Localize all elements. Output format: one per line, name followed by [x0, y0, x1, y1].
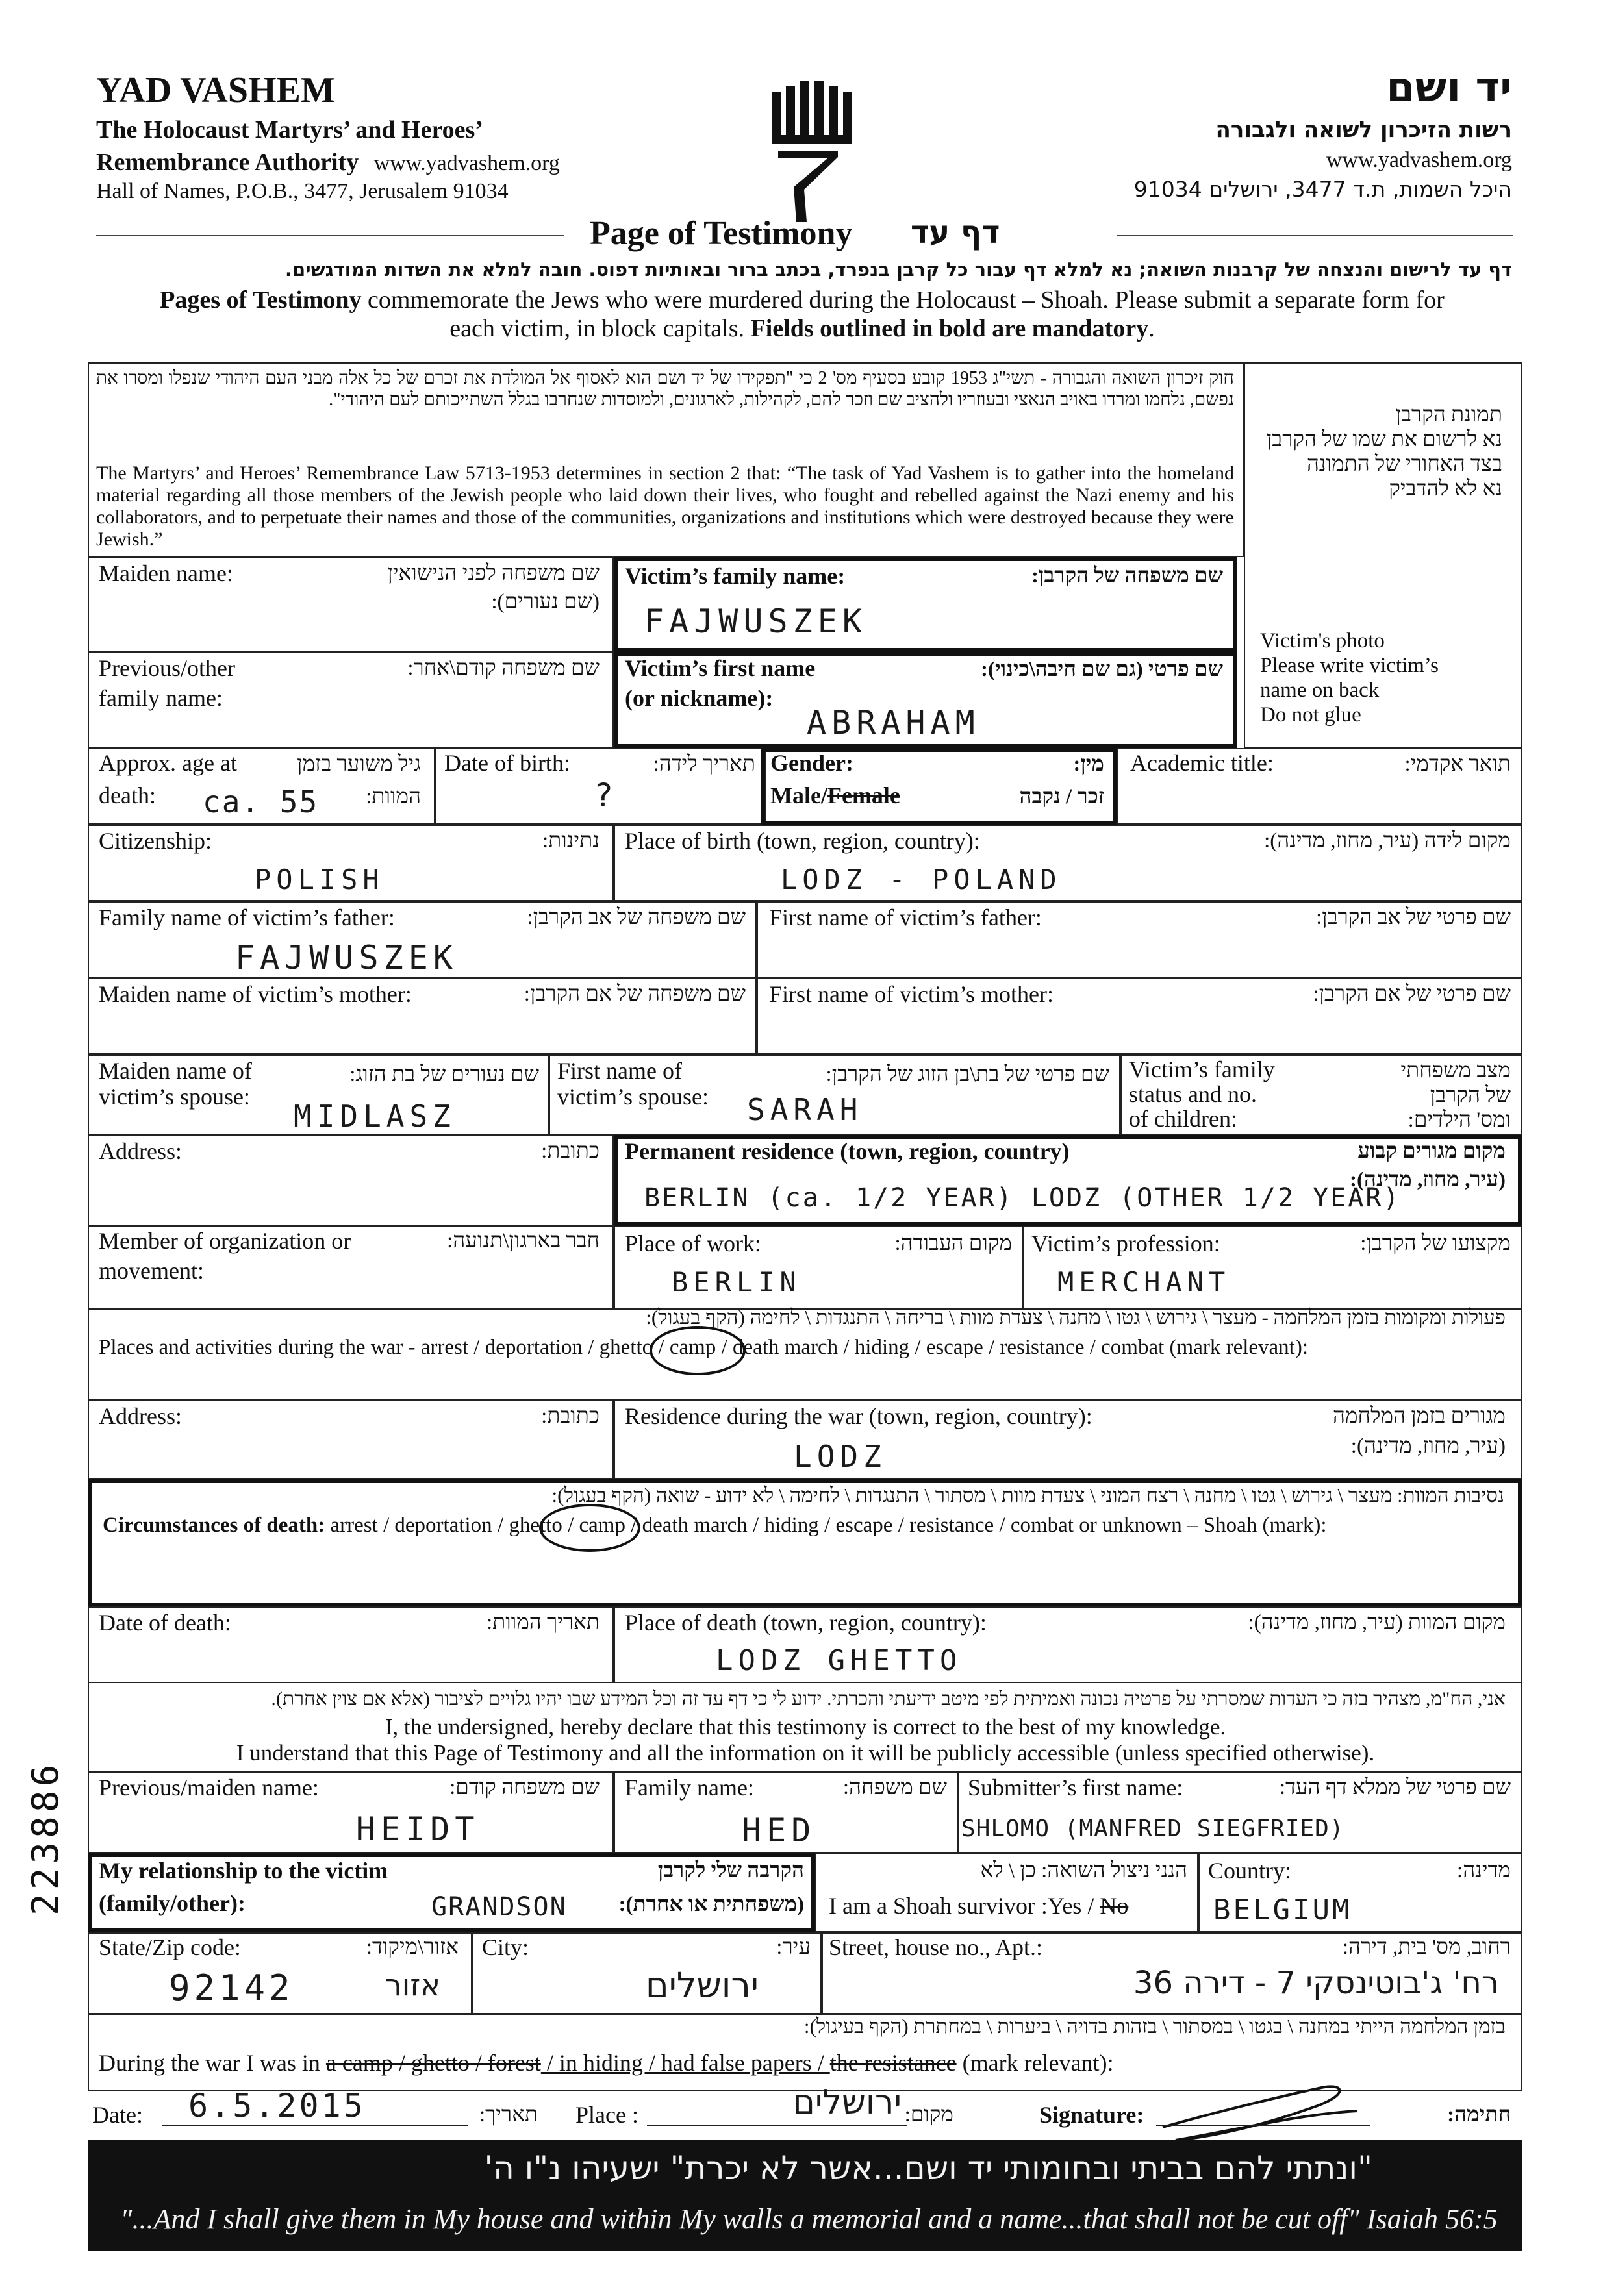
zip-code-label-he: אזור\מיקוד:	[366, 1936, 459, 1959]
family-status-label-he1: מצב משפחתי	[1400, 1059, 1511, 1082]
org-line3-he: היכל השמות, ת.ד 3477, ירושלים 91034	[1133, 177, 1512, 202]
page-title-he: דף עד	[911, 214, 1000, 251]
spouse-first-name-label2: victim’s spouse:	[557, 1084, 709, 1110]
submitter-family-name-value: HED	[742, 1812, 816, 1849]
signature-label-he: חתימה:	[1447, 2103, 1511, 2127]
war-residence-label: Residence during the war (town, region, country):	[625, 1403, 1092, 1429]
permanent-residence-label: Permanent residence (town, region, country)	[625, 1138, 1070, 1164]
place-underline	[647, 2125, 907, 2126]
relationship-value: GRANDSON	[431, 1892, 567, 1922]
spouse-first-name-label1: First name of	[557, 1058, 682, 1084]
declaration-en-1: I, the undersigned, hereby declare that this testimony is correct to the best of my knowledge.	[385, 1714, 1226, 1740]
intro-en-line2	[97, 314, 1507, 343]
approx-age-label-he2: המוות:	[366, 785, 421, 808]
permanent-residence-label-he2: (עיר, מחוז, מדינה):	[1349, 1168, 1506, 1192]
citizenship-label: Citizenship:	[99, 828, 212, 854]
gender-female[interactable]: Female	[827, 782, 900, 808]
mother-first-name-label: First name of victim’s mother:	[769, 981, 1054, 1007]
submitter-family-name-label-he: שם משפחה:	[842, 1776, 947, 1799]
relationship-label1: My relationship to the victim	[99, 1858, 388, 1884]
date-of-death-label: Date of death:	[99, 1610, 231, 1636]
member-organization-label-he: חבר בארגון\תנועה:	[447, 1229, 600, 1253]
org-url-en[interactable]: www.yadvashem.org	[373, 151, 560, 175]
ghetto-circle-mark-2	[539, 1504, 640, 1552]
place-of-death-value: LODZ GHETTO	[716, 1644, 963, 1677]
place-of-work-value: BERLIN	[672, 1266, 802, 1298]
intro-en-period: .	[1148, 315, 1155, 342]
city-value: ירושלים	[645, 1965, 759, 2006]
submitter-first-name-label: Submitter’s first name:	[968, 1775, 1183, 1801]
zip-code-value: 92142	[169, 1967, 294, 2008]
victim-family-name-value: FAJWUSZEK	[644, 603, 867, 640]
date-of-death-label-he: תאריך המוות:	[486, 1611, 600, 1634]
during-war-selected[interactable]: / in hiding / had false papers /	[540, 2050, 830, 2076]
place-of-birth-label: Place of birth (town, region, country):	[625, 828, 980, 854]
father-first-name-label-he: שם פרטי של אב הקרבן:	[1316, 906, 1511, 929]
profession-value: MERCHANT	[1057, 1266, 1231, 1298]
photo-he-4: נא לא להדביק	[1389, 477, 1502, 501]
family-status-label3: of children:	[1129, 1106, 1237, 1132]
date-label: Date:	[92, 2102, 143, 2128]
father-family-name-label: Family name of victim’s father:	[99, 905, 395, 930]
gender-options	[770, 782, 900, 809]
victim-first-name-label2: (or nickname):	[625, 685, 774, 711]
date-underline	[162, 2125, 468, 2126]
org-line2-en	[96, 148, 560, 177]
during-war-label-he: בזמן המלחמה הייתי במחנה \ בגטו \ במסתור \ בזהות בדויה \ ביערות \ במחתרת (הקף בעיגול):	[803, 2015, 1506, 2038]
place-label: Place :	[575, 2102, 638, 2128]
survivor-label	[829, 1892, 1128, 1919]
declaration-he: אני, הח"מ, מצהיר בזה כי העדות שמסרתי על פרטיה נכונה ואמיתית לפי מיטב ידיעתי והכרתי. ידוע לי כי דף עד זה וכל המידע שבו יהיו גלויים לציבור (אלא אם צוין אחרת).	[271, 1688, 1506, 1710]
war-residence-value: LODZ	[794, 1439, 887, 1474]
war-address-label-he: כתובת:	[541, 1404, 600, 1428]
zip-code-value-he: אזור	[385, 1967, 440, 2003]
circumstances-bold: Circumstances of death:	[103, 1514, 325, 1537]
approx-age-value: ca. 55	[203, 784, 319, 819]
places-activities-label: Places and activities during the war - arrest / deportation / ghetto / camp / death march / hiding / escape / resistance / combat (mark relevant):	[99, 1336, 1309, 1359]
submitter-previous-name-label: Previous/maiden name:	[99, 1775, 319, 1801]
victim-first-name-label-he: שם פרטי (גם שם חיבה\כינוי):	[981, 658, 1223, 681]
citizenship-label-he: נתינות:	[542, 829, 600, 853]
street-label: Street, house no., Apt.:	[829, 1934, 1042, 1960]
spouse-first-name-value: SARAH	[747, 1092, 863, 1127]
relationship-label-he2: (משפחתית או אחרת):	[618, 1893, 804, 1916]
intro-en-text2: each victim, in block capitals.	[449, 315, 751, 342]
during-war-suffix: (mark relevant):	[956, 2050, 1114, 2076]
spouse-maiden-name-value: MIDLASZ	[294, 1099, 456, 1134]
spouse-maiden-name-label-he: שם נעורים של בת הזוג:	[349, 1063, 539, 1086]
photo-en-2: Please write victim’s	[1260, 654, 1439, 677]
photo-he-2: נא לרשום את שמו של הקרבן	[1266, 428, 1502, 451]
gender-options-he: זכר / נקבה	[1019, 785, 1104, 808]
intro-en-mandatory: Fields outlined in bold are mandatory	[750, 315, 1149, 342]
permanent-residence-value: BERLIN (ca. 1/2 YEAR) LODZ (OTHER 1/2 YEAR)	[644, 1183, 1401, 1213]
member-organization-label2: movement:	[99, 1258, 204, 1284]
approx-age-label2: death:	[99, 782, 156, 808]
footer-banner	[88, 2140, 1522, 2251]
mother-maiden-name-label: Maiden name of victim’s mother:	[99, 981, 412, 1007]
circumstances-death-label-he: נסיבות המוות: מעצר \ גירוש \ גטו \ מחנה \ רצח המוני \ צעדת מוות \ מסתור \ התנגדות \ לחימה \ לא ידוע - שואה (הקף בעגול):	[551, 1484, 1504, 1506]
relationship-label2: (family/other):	[99, 1890, 246, 1916]
footer-quote-en: "...And I shall give them in My house and within My walls a memorial and a name...that shall not be cut off" Isaiah 56:5	[120, 2203, 1498, 2235]
place-of-birth-label-he: מקום לידה (עיר, מחוז, מדינה):	[1264, 829, 1511, 853]
gender-label-he: מין:	[1073, 753, 1104, 776]
country-label-he: מדינה:	[1457, 1859, 1511, 1882]
city-label-he: עיר:	[776, 1936, 811, 1959]
relationship-label-he1: הקרבה שלי לקרבן	[657, 1859, 804, 1882]
submitter-first-name-label-he: שם פרטי של ממלא דף העד:	[1279, 1776, 1511, 1799]
date-of-birth-label: Date of birth:	[444, 750, 570, 776]
margin-record-number: 223886	[25, 1760, 67, 1915]
father-first-name-label: First name of victim’s father:	[769, 905, 1042, 930]
place-of-birth-value: LODZ - POLAND	[781, 864, 1062, 895]
submitter-family-name-label: Family name:	[625, 1775, 754, 1801]
circumstances-death-label	[103, 1512, 1327, 1539]
date-of-birth-value: ?	[594, 777, 619, 814]
maiden-name-label-he2: (שם נעורים):	[491, 590, 600, 614]
victim-first-name-value: ABRAHAM	[807, 704, 980, 742]
family-status-label-he2: של הקרבן	[1430, 1084, 1511, 1107]
signature-scribble[interactable]	[1156, 2075, 1364, 2147]
submitter-first-name-value: SHLOMO (MANFRED SIEGFRIED)	[961, 1816, 1344, 1842]
family-status-label1: Victim’s family	[1129, 1056, 1275, 1082]
date-value: 6.5.2015	[188, 2087, 366, 2125]
footer-quote-he: "ונתתי להם בביתי ובחומותי יד ושם...אשר לא יכרת" ישעיהו נ"ו ה'	[484, 2149, 1372, 2187]
place-of-death-label: Place of death (town, region, country):	[625, 1610, 987, 1636]
citizenship-value: POLISH	[255, 864, 385, 895]
circumstances-options: arrest / deportation / ghetto / camp / death march / hiding / escape / resistance / combat or unknown – Shoah (mark):	[325, 1514, 1327, 1537]
street-value: רח' ג'בוטינסקי 7 - דירה 36	[1133, 1965, 1499, 2001]
family-status-label2: status and no.	[1129, 1081, 1257, 1107]
org-name-he: יד ושם	[1386, 64, 1512, 112]
law-text-he: חוק זיכרון השואה והגבורה - תשי"ג 1953 קובע בסעיף מס' 2 כי "תפקידו של יד ושם הוא לאסוף אל המולדת את זכרם של כל אלה מבני העם היהודי שנפלו ומסרו את נפשם, נלחמו ומרדו באויב הנאצי ובעוזריו ולהציב שם וזכר להם, לקהילות, לארגונים, ולמוסדות שנחרבו בגלל השתייכותם לעם היהודי".	[96, 368, 1234, 410]
mother-first-name-label-he: שם פרטי של אם הקרבן:	[1313, 982, 1511, 1006]
family-status-label-he3: ומס' הילדים:	[1407, 1108, 1511, 1132]
law-text-en: The Martyrs’ and Heroes’ Remembrance Law 5713-1953 determines in section 2 that: “The task of Yad Vashem is to gather into the homeland material regarding all those members of the Jewish people who laid down their lives, who fought and rebelled against the Nazi enemy and his collaborators, and to perpetuate their names and those of the communities, organizations and institutions which were destroyed because they were Jewish.”	[96, 462, 1234, 550]
header-rule-left	[96, 235, 564, 236]
photo-en-3: name on back	[1260, 679, 1380, 702]
previous-family-name-label-he: שם משפחה קודם\אחר:	[407, 656, 600, 680]
father-family-name-label-he: שם משפחה של אב הקרבן:	[527, 906, 746, 929]
maiden-name-label: Maiden name:	[99, 560, 233, 586]
signature-underline	[1156, 2125, 1370, 2126]
during-war-struck[interactable]: a camp / ghetto / forest	[325, 2050, 541, 2076]
page-title: Page of Testimony	[590, 215, 853, 252]
approx-age-label-he1: גיל משוער בזמן	[297, 753, 421, 776]
address-label: Address:	[99, 1138, 182, 1164]
country-label: Country:	[1208, 1858, 1292, 1884]
place-of-work-label: Place of work:	[625, 1230, 761, 1256]
approx-age-label1: Approx. age at	[99, 750, 237, 776]
academic-title-label: Academic title:	[1130, 750, 1274, 776]
victim-first-name-label1: Victim’s first name	[625, 655, 816, 681]
intro-he: דף עד לרישום והנצחה של קרבנות השואה; נא למלא דף עבור כל קרבן בנפרד, בכתב ברור ובאותיות דפוס. חובה למלא את השדות המודגשים.	[284, 258, 1512, 281]
places-activities-label-he: פעולות ומקומות בזמן המלחמה - מעצר \ גירוש \ גטו \ מחנה \ צעדת מוות \ בריחה \ התנגדות \ לחימה (הקף בעגול):	[646, 1306, 1506, 1329]
survivor-yes[interactable]: I am a Shoah survivor :Yes /	[829, 1893, 1100, 1919]
declaration-en-2: I understand that this Page of Testimony and all the information on it will be publicly accessible (unless specified otherwise).	[236, 1740, 1375, 1766]
victim-family-name-label: Victim’s family name:	[625, 563, 846, 589]
previous-family-name-label2: family name:	[99, 685, 223, 711]
address-label-he: כתובת:	[541, 1140, 600, 1163]
permanent-residence-label-he1: מקום מגורים קבוע	[1357, 1140, 1506, 1163]
place-label-he: מקום:	[904, 2103, 953, 2127]
war-address-label: Address:	[99, 1403, 182, 1429]
photo-he-3: בצד האחורי של התמונה	[1306, 453, 1502, 476]
intro-en-text: commemorate the Jews who were murdered during the Holocaust – Shoah. Please submit a separate form for	[361, 286, 1445, 314]
photo-en-1: Victim's photo	[1260, 629, 1385, 653]
street-label-he: רחוב, מס' בית, דירה:	[1342, 1936, 1511, 1959]
victim-family-name-label-he: שם משפחה של הקרבן:	[1031, 564, 1223, 588]
photo-en-4: Do not glue	[1260, 703, 1361, 727]
intro-en-line1	[97, 286, 1507, 314]
maiden-name-label-he: שם משפחה לפני הנישואין	[387, 562, 600, 585]
survivor-label-he: הנני ניצול השואה: כן \ לא	[980, 1859, 1187, 1882]
gender-label: Gender:	[770, 750, 853, 776]
org-url-he[interactable]: www.yadvashem.org	[1326, 148, 1512, 172]
org-name-en: YAD VASHEM	[96, 70, 335, 110]
father-family-name-value: FAJWUSZEK	[235, 939, 458, 977]
academic-title-label-he: תואר אקדמי:	[1404, 753, 1511, 776]
profession-label-he: מקצועו של הקרבן:	[1360, 1232, 1511, 1255]
org-line1-en: The Holocaust Martyrs’ and Heroes’	[96, 116, 483, 144]
country-value: BELGIUM	[1213, 1893, 1352, 1927]
member-organization-label1: Member of organization or	[99, 1228, 351, 1254]
mother-maiden-name-label-he: שם משפחה של אם הקרבן:	[524, 982, 746, 1006]
ghetto-circle-mark	[650, 1326, 746, 1375]
org-line2-bold: Remembrance Authority	[96, 149, 359, 176]
submitter-previous-name-value: HEIDT	[356, 1810, 480, 1848]
profession-label: Victim’s profession:	[1031, 1230, 1220, 1256]
submitter-previous-name-label-he: שם משפחה קודם:	[449, 1776, 600, 1799]
gender-male[interactable]: Male/	[770, 782, 827, 808]
date-label-he: תאריך:	[479, 2103, 538, 2127]
during-war-label	[99, 2049, 1114, 2077]
place-value: ירושלים	[792, 2083, 902, 2122]
signature-label: Signature:	[1039, 2102, 1144, 2128]
war-residence-label-he1: מגורים בזמן המלחמה	[1333, 1404, 1506, 1428]
city-label: City:	[482, 1934, 529, 1960]
place-of-death-label-he: מקום המוות (עיר, מחוז, מדינה):	[1248, 1611, 1506, 1634]
survivor-no[interactable]: No	[1100, 1893, 1129, 1919]
spouse-maiden-name-label2: victim’s spouse:	[99, 1084, 250, 1110]
org-line3-en: Hall of Names, P.O.B., 3477, Jerusalem 91034	[96, 179, 509, 203]
photo-he-1: תמונת הקרבן	[1395, 403, 1502, 427]
intro-en-bold: Pages of Testimony	[160, 286, 362, 314]
during-war-prefix: During the war I was in	[99, 2050, 326, 2076]
place-of-work-label-he: מקום העבודה:	[894, 1232, 1012, 1255]
yad-vashem-logo	[765, 73, 856, 229]
date-of-birth-label-he: תאריך לידה:	[653, 753, 755, 776]
during-war-struck-2[interactable]: the resistance	[829, 2050, 957, 2076]
previous-family-name-label1: Previous/other	[99, 655, 235, 681]
zip-code-label: State/Zip code:	[99, 1934, 241, 1960]
spouse-first-name-label-he: שם פרטי של בת\בן הזוג של הקרבן:	[826, 1063, 1109, 1086]
spouse-maiden-name-label1: Maiden name of	[99, 1058, 252, 1084]
header-rule-right	[1117, 235, 1513, 236]
war-residence-label-he2: (עיר, מחוז, מדינה):	[1350, 1434, 1506, 1458]
org-line1-he: רשות הזיכרון לשואה ולגבורה	[1215, 117, 1512, 143]
